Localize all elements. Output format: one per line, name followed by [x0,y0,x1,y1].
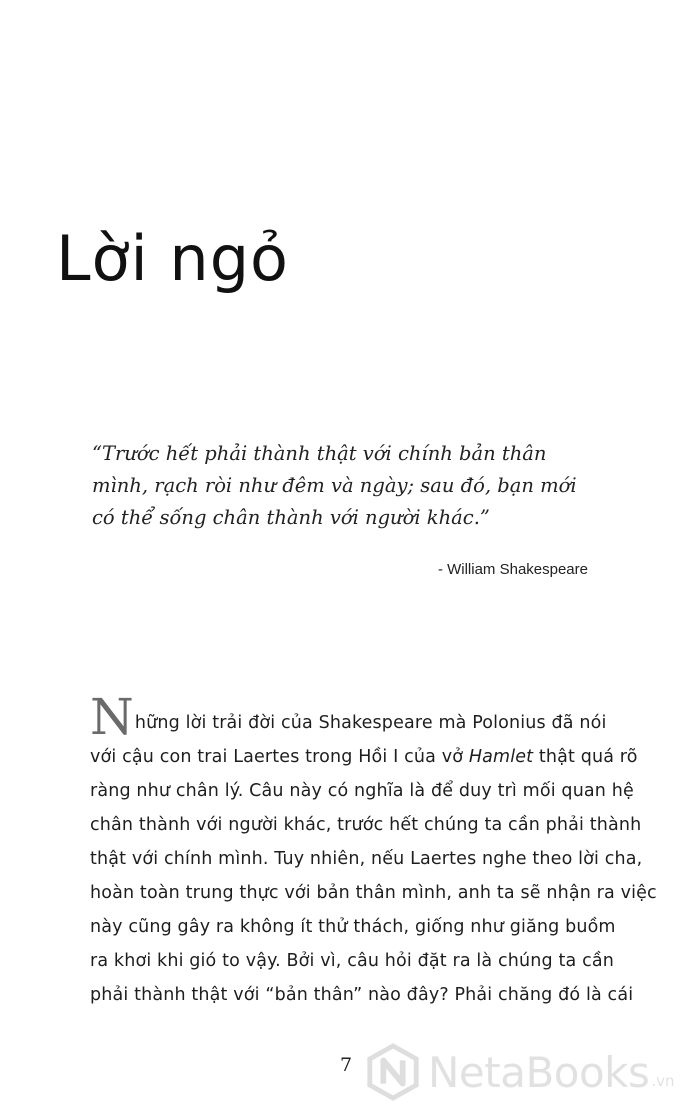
body-line [90,740,650,774]
epigraph-quote [92,438,612,534]
body-line: này cũng gây ra không ít thử thách, giống như giăng buồm [90,917,616,937]
body-line: thật với chính mình. Tuy nhiên, nếu Laertes nghe theo lời cha, [90,849,643,869]
body-line: ràng như chân lý. Câu này có nghĩa là để duy trì mối quan hệ [90,781,634,801]
watermark-brand: NetaBooks [428,1047,650,1097]
drop-cap: N [90,688,134,746]
body-line: phải thành thật với “bản thân” nào đây? Phải chăng đó là cái [90,985,634,1005]
body-line: ra khơi khi gió to vậy. Bởi vì, câu hỏi đặt ra là chúng ta cần [90,951,614,971]
page-number: 7 [340,1054,353,1076]
body-paragraph [90,688,657,1012]
epigraph-attribution: - William Shakespeare [437,561,588,578]
play-title: Hamlet [468,747,534,767]
netabooks-n-hexagon-icon [364,1043,422,1101]
epigraph-line: “Trước hết phải thành thật với chính bản thân [92,442,547,465]
chapter-title: Lời ngỏ [56,222,289,295]
body-line [90,688,650,746]
epigraph-line: mình, rạch ròi như đêm và ngày; sau đó, bạn mới [92,474,577,497]
body-line: chân thành với người khác, trước hết chúng ta cần phải thành [90,815,642,835]
watermark [364,1042,675,1102]
body-line-text: thật quá rõ [533,747,638,767]
watermark-suffix: .vn [651,1072,675,1090]
body-line: hoàn toàn trung thực với bản thân mình, anh ta sẽ nhận ra việc [90,883,657,903]
body-line-text: hững lời trải đời của Shakespeare mà Polonius đã nói [134,713,607,733]
body-line-text: với cậu con trai Laertes trong Hồi I của vở [90,747,469,767]
epigraph-line: có thể sống chân thành với người khác.” [92,506,490,529]
